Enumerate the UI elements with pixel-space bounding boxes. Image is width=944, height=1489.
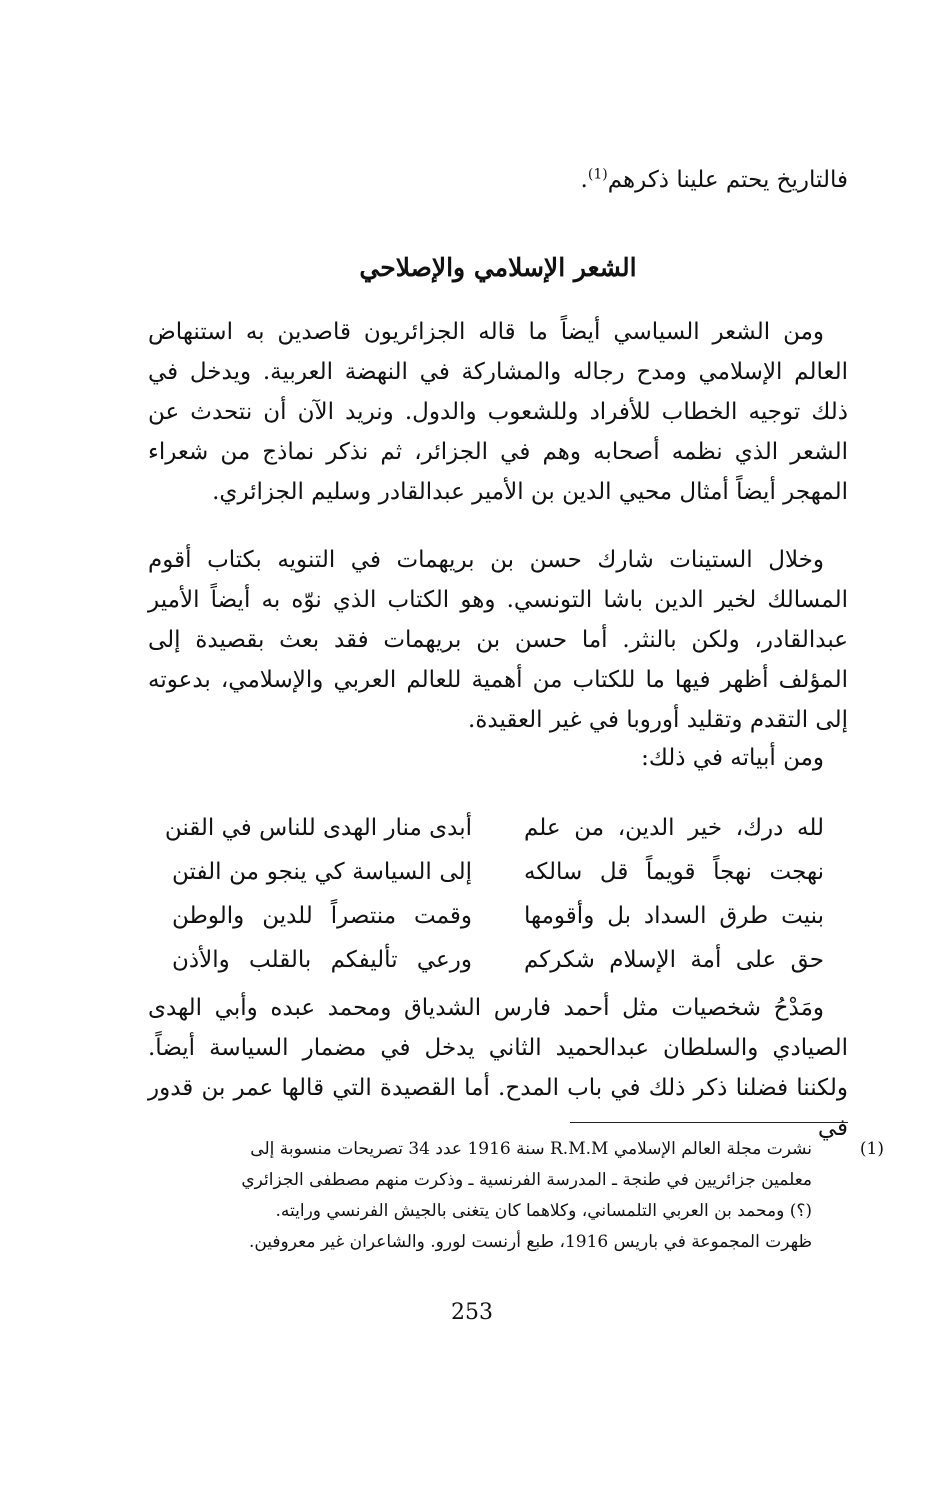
footnote <box>148 1134 884 1258</box>
verse-second-hemistich: وقمت منتصراً للدين والوطن <box>172 903 472 929</box>
poem-verse <box>148 806 848 850</box>
footnote-line: معلمين جزائريين في طنجة ـ المدرسة الفرنسية ـ وذكرت منهم مصطفى الجزائري <box>241 1170 812 1190</box>
opening-text: فالتاريخ يحتم علينا ذكرهم <box>607 167 848 193</box>
verse-first-hemistich: لله درك، خير الدين، من علم <box>524 815 824 841</box>
verse-second-hemistich: أبدى منار الهدى للناس في القنن <box>164 815 472 841</box>
footnote-reference: (1) <box>587 166 608 183</box>
paragraph-1: ومن الشعر السياسي أيضاً ما قاله الجزائريون قاصدين به استنهاض العالم الإسلامي ومدح رجاله والمشاركة في النهضة العربية. ويدخل في ذلك توجيه الخطاب للأفراد وللشعوب والدول. ونريد الآن أن نتحدث عن الشعر الذي نظمه أصحابه وهم في الجزائر، ثم نذكر نماذج من شعراء المهجر أيضاً أمثال محيي الدين بن الأمير عبدالقادر وسليم الجزائري. <box>148 319 848 505</box>
footnote-number: (1) <box>859 1139 884 1159</box>
paragraph-2: وخلال الستينات شارك حسن بن بريهمات في التنويه بكتاب أقوم المسالك لخير الدين باشا التونسي. وهو الكتاب الذي نوّه به أيضاً الأمير عبدالقادر، ولكن بالنثر. أما حسن بن بريهمات فقد بعث بقصيدة إلى المؤلف أظهر فيها ما للكتاب من أهمية للعالم العربي والإسلامي، بدعوته إلى التقدم وتقليد أوروبا في غير العقيدة. <box>148 547 848 733</box>
poem-verse <box>148 938 848 982</box>
opening-line <box>148 160 848 200</box>
verse-first-hemistich: حق على أمة الإسلام شكركم <box>524 947 824 973</box>
footnote-line <box>148 1134 884 1165</box>
verse-second-hemistich: ورعي تأليفكم بالقلب والأذن <box>172 947 472 973</box>
footnote-divider <box>570 1122 848 1123</box>
poem <box>148 806 848 982</box>
verse-first-hemistich: بنيت طرق السداد بل وأقومها <box>524 903 824 929</box>
poem-verse <box>148 894 848 938</box>
poem-verse <box>148 850 848 894</box>
paragraph-3: ومَدْحُ شخصيات مثل أحمد فارس الشدياق ومحمد عبده وأبي الهدى الصيادي والسلطان عبدالحميد الثاني يدخل في مضمار السياسة أيضاً. ولكننا فضلنا ذكر ذلك في باب المدح. أما القصيدة التي قالها عمر بن قدور في <box>148 995 848 1141</box>
page-number: 253 <box>451 1300 493 1325</box>
section-heading: الشعر الإسلامي والإصلاحي <box>359 253 637 282</box>
footnote-line: ظهرت المجموعة في باريس 1916، طبع أرنست لورو. والشاعران غير معروفين. <box>248 1232 812 1252</box>
verse-first-hemistich: نهجت نهجاً قويماً قل سالكه <box>524 859 824 885</box>
footnote-line-text: نشرت مجلة العالم الإسلامي R.M.M سنة 1916 عدد 34 تصريحات منسوبة إلى <box>250 1139 812 1159</box>
footnote-line: (؟) ومحمد بن العربي التلمساني، وكلاهما كان يتغنى بالجيش الفرنسي ورايته. <box>275 1201 812 1221</box>
verse-second-hemistich: إلى السياسة كي ينجو من الفتن <box>172 859 472 885</box>
verse-introduction: ومن أبياته في ذلك: <box>641 745 824 771</box>
opening-end: . <box>580 167 588 193</box>
